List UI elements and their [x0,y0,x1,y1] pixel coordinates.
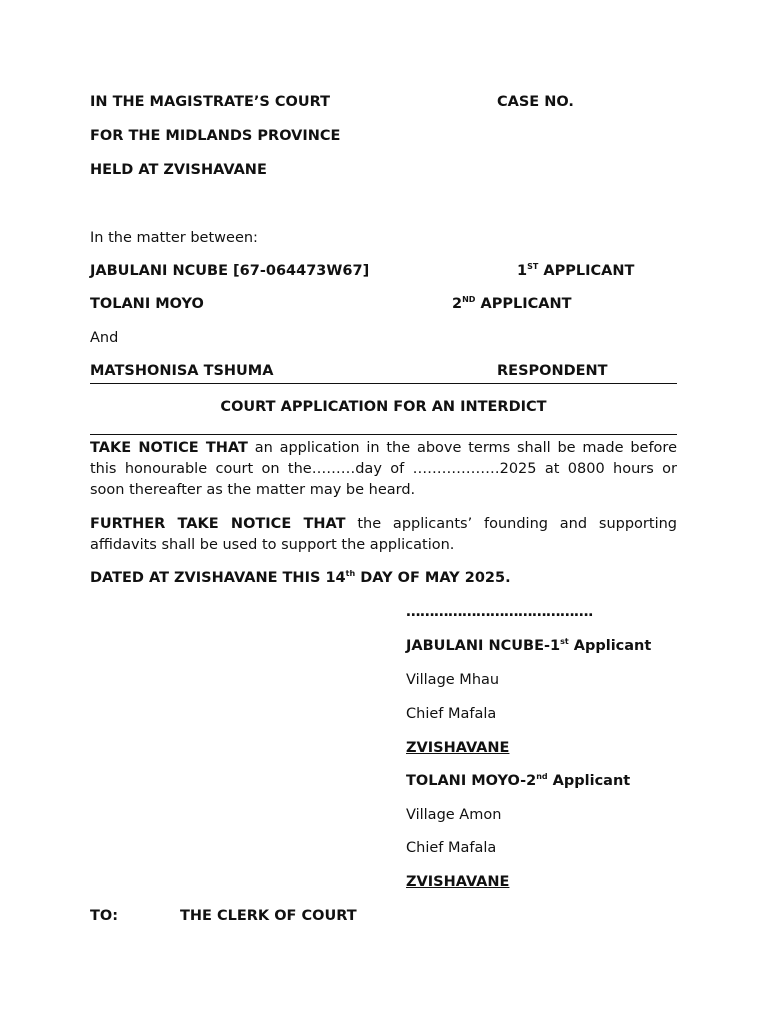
applicant2-name: TOLANI MOYO [90,296,204,312]
to-recipient: THE CLERK OF COURT [180,908,357,924]
signatory1-prefix: JABULANI NCUBE-1 [406,638,561,654]
court-title: IN THE MAGISTRATE’S COURT [90,94,331,110]
applicant1-role-num: 1 [517,263,528,279]
respondent-name: MATSHONISA TSHUMA [90,363,274,379]
matter-intro: In the matter between: [90,230,258,246]
take-notice-text: an application in the above terms shall be made before this honourable court on the………day of ………………2025 at 0800 hours or soon thereafter as the matter may be heard. [90,440,677,498]
applicant1-role-sup: ST [527,262,539,271]
to-label: TO: [90,908,119,924]
applicant2-role [452,297,572,312]
signatory2-prefix: TOLANI MOYO-2 [406,773,537,789]
applicant1-name: JABULANI NCUBE [67-064473W67] [90,263,370,279]
province-line: FOR THE MIDLANDS PROVINCE [90,128,341,144]
signatory2-village: Village Amon [406,807,502,823]
applicant2-role-sup: ND [462,295,476,304]
signatory2-suffix: Applicant [547,773,631,789]
applicant2-role-num: 2 [452,296,463,312]
signatory1-village: Village Mhau [406,672,500,688]
signatory2-chief: Chief Mafala [406,840,497,856]
further-notice-lead: FURTHER TAKE NOTICE THAT [90,516,346,532]
applicant1-role [517,264,634,279]
signatory1-town: ZVISHAVANE [406,740,510,756]
take-notice-lead: TAKE NOTICE THAT [90,440,248,456]
signatory1-title [406,639,651,654]
signatory1-suffix: Applicant [568,638,652,654]
document-title: COURT APPLICATION FOR AN INTERDICT [220,399,547,415]
signatory1-sup: st [560,637,569,646]
dated-sup: th [345,569,356,578]
dated-line [90,571,511,586]
respondent-role: RESPONDENT [497,363,608,379]
signatory1-chief: Chief Mafala [406,706,497,722]
signature-dots: …………………………………. [406,604,594,620]
signatory2-town: ZVISHAVANE [406,874,510,890]
further-notice-text: the applicants’ founding and supporting affidavits shall be used to support the application. [90,516,677,553]
further-notice-paragraph [90,514,677,556]
signatory2-title [406,774,630,789]
case-number-label: CASE NO. [497,94,574,110]
divider-bottom [90,434,677,435]
take-notice-paragraph [90,438,677,501]
applicant1-role-text: APPLICANT [538,263,635,279]
divider-top [90,383,677,384]
dated-suffix: DAY OF MAY 2025. [355,570,511,586]
applicant2-role-text: APPLICANT [475,296,572,312]
dated-prefix: DATED AT ZVISHAVANE THIS 14 [90,570,346,586]
held-at-line: HELD AT ZVISHAVANE [90,162,267,178]
and-word: And [90,330,119,346]
signatory2-sup: nd [536,772,548,781]
